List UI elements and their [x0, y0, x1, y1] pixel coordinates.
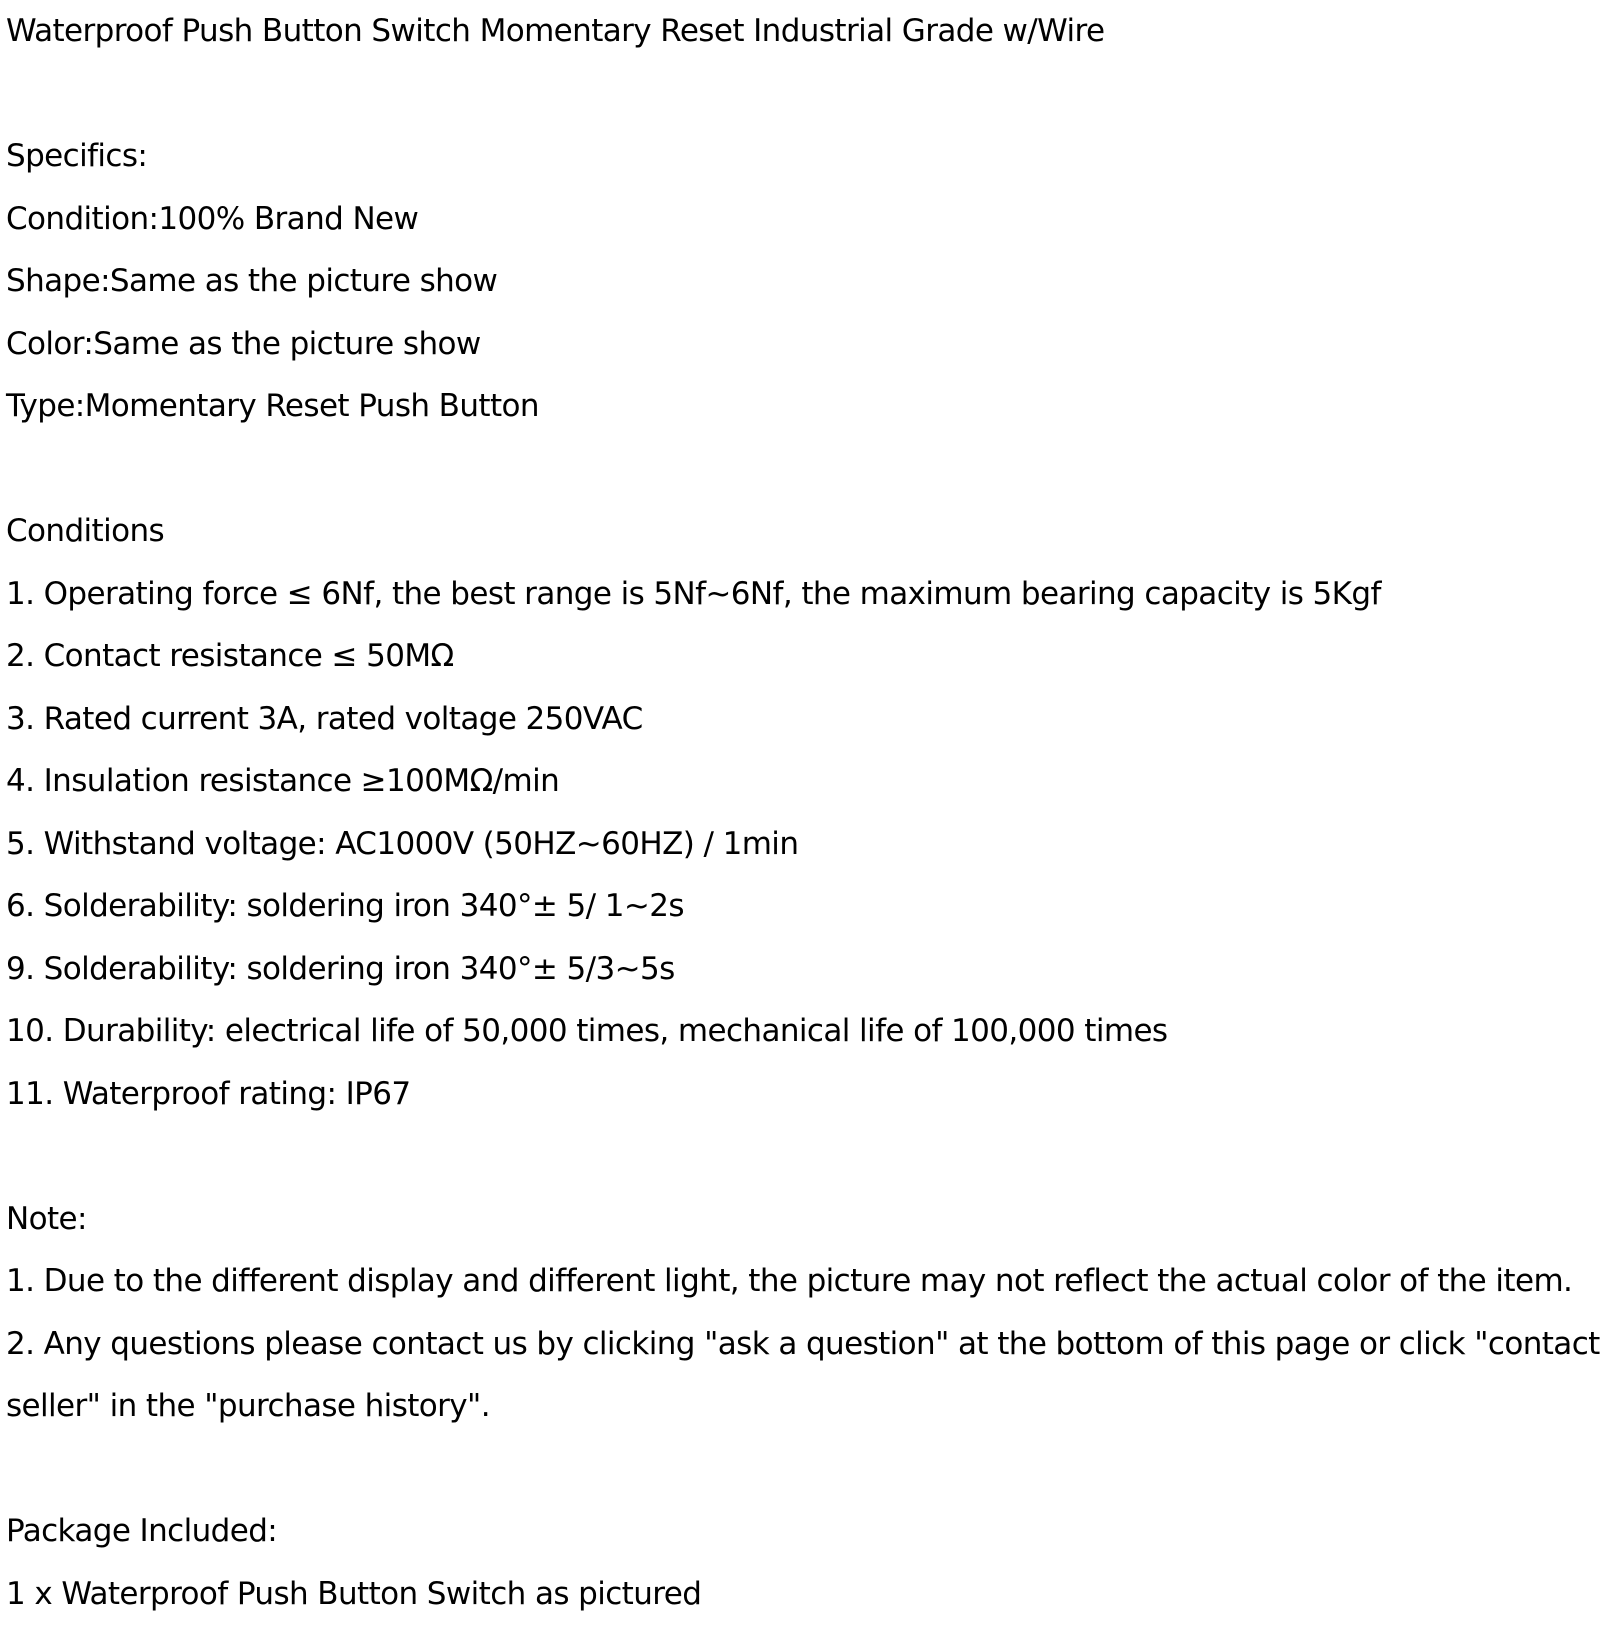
- condition-item: 1. Operating force ≤ 6Nf, the best range is 5Nf~6Nf, the maximum bearing capacity is 5Kgf: [6, 563, 1596, 626]
- conditions-heading: Conditions: [6, 500, 1596, 563]
- condition-item: 9. Solderability: soldering iron 340°± 5/3~5s: [6, 938, 1596, 1001]
- spacer: [6, 1438, 1596, 1501]
- specifics-heading: Specifics:: [6, 125, 1596, 188]
- condition-item: 4. Insulation resistance ≥100MΩ/min: [6, 750, 1596, 813]
- condition-item: 10. Durability: electrical life of 50,000 times, mechanical life of 100,000 times: [6, 1000, 1596, 1063]
- note-item: 2. Any questions please contact us by clicking "ask a question" at the bottom of this page or click "contact: [6, 1313, 1596, 1376]
- specifics-color: Color:Same as the picture show: [6, 313, 1596, 376]
- note-item-continued: seller" in the "purchase history".: [6, 1375, 1596, 1438]
- spacer: [6, 1125, 1596, 1188]
- condition-item: 2. Contact resistance ≤ 50MΩ: [6, 625, 1596, 688]
- package-item: 1 x Waterproof Push Button Switch as pictured: [6, 1563, 1596, 1625]
- specifics-type: Type:Momentary Reset Push Button: [6, 375, 1596, 438]
- condition-item: 11. Waterproof rating: IP67: [6, 1063, 1596, 1126]
- package-heading: Package Included:: [6, 1500, 1596, 1563]
- spacer: [6, 438, 1596, 501]
- condition-item: 5. Withstand voltage: AC1000V (50HZ~60HZ) / 1min: [6, 813, 1596, 876]
- condition-item: 3. Rated current 3A, rated voltage 250VAC: [6, 688, 1596, 751]
- specifics-shape: Shape:Same as the picture show: [6, 250, 1596, 313]
- note-item: 1. Due to the different display and different light, the picture may not reflect the actual color of the item.: [6, 1250, 1596, 1313]
- product-description: [6, 0, 1596, 1625]
- product-title: Waterproof Push Button Switch Momentary Reset Industrial Grade w/Wire: [6, 0, 1596, 63]
- condition-item: 6. Solderability: soldering iron 340°± 5/ 1~2s: [6, 875, 1596, 938]
- spacer: [6, 63, 1596, 126]
- specifics-condition: Condition:100% Brand New: [6, 188, 1596, 251]
- note-heading: Note:: [6, 1188, 1596, 1251]
